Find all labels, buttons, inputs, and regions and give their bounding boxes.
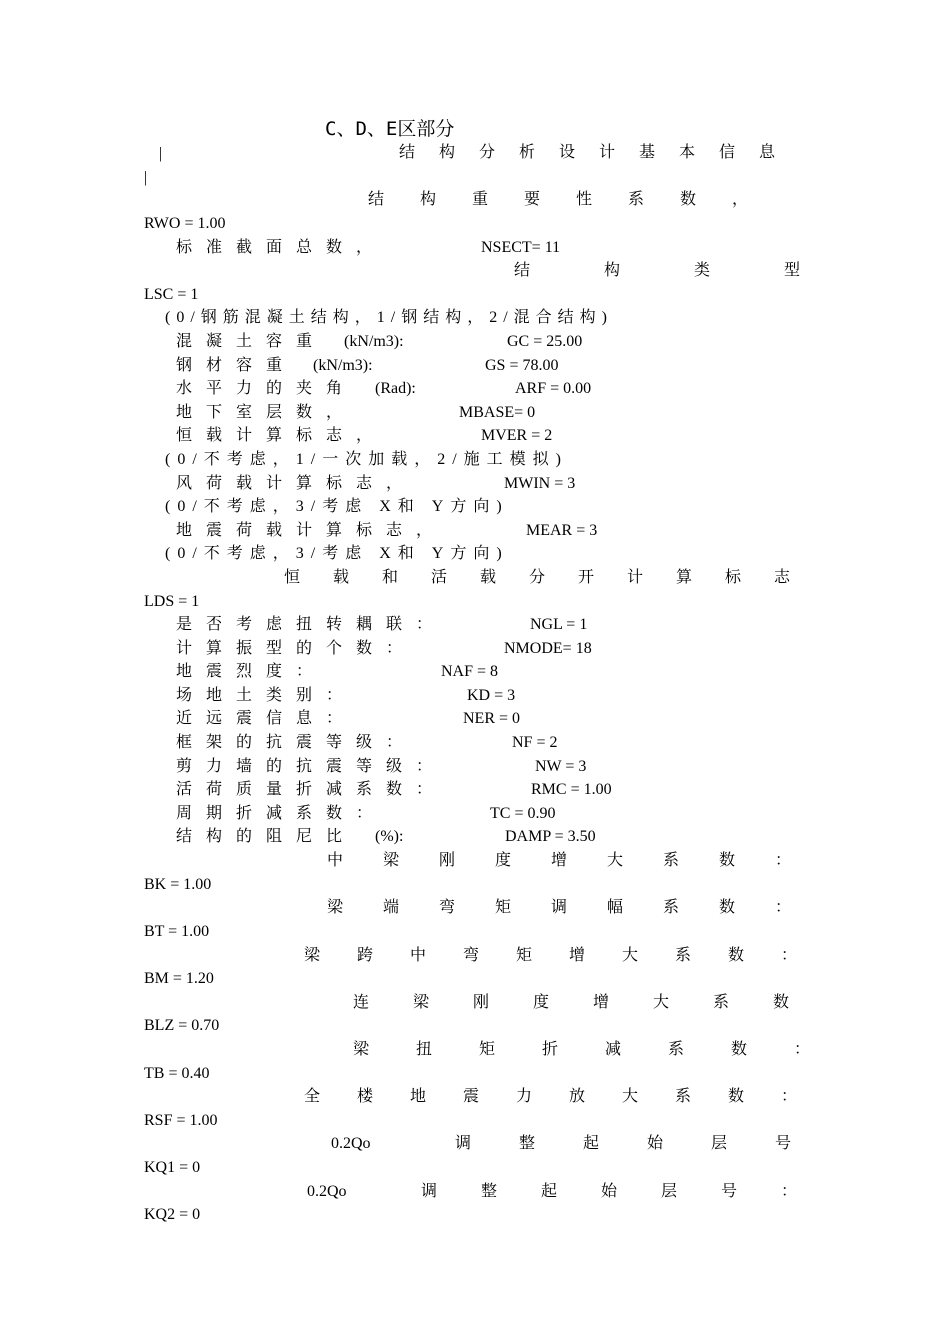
bm-value: BM = 1.20	[144, 970, 214, 987]
tb-value: TB = 0.40	[144, 1065, 210, 1082]
nf-value: NF = 2	[512, 734, 558, 751]
bt-label: 梁端弯矩调幅系数：	[327, 899, 832, 916]
naf-label: 地震烈度：	[176, 663, 327, 680]
tb-label: 梁扭矩折减系数：	[353, 1041, 858, 1058]
nsect-label: 标准截面总数，	[176, 239, 387, 256]
tc-label: 周期折减系数：	[176, 805, 387, 822]
lds-label: 恒载和活载分开计算标志	[284, 569, 824, 586]
lsc-note: (0/钢筋混凝土结构，1/钢结构，2/混合结构)	[165, 309, 613, 326]
arf-value: ARF = 0.00	[515, 380, 592, 397]
page-title: C、D、E区部分	[325, 118, 455, 140]
mwin-label: 风荷载计算标志，	[176, 475, 417, 492]
lds-value: LDS = 1	[144, 593, 200, 610]
header-bar-right: |	[144, 169, 148, 186]
header-bar-left: |	[159, 145, 163, 162]
rsf-value: RSF = 1.00	[144, 1112, 218, 1129]
bt-value: BT = 1.00	[144, 923, 210, 940]
bm-label: 梁跨中弯矩增大系数：	[304, 947, 835, 964]
bk-label: 中梁刚度增大系数：	[327, 852, 832, 869]
mear-value: MEAR = 3	[526, 522, 598, 539]
kq2-label: 调整起始层号：	[421, 1183, 842, 1200]
kq1-value: KQ1 = 0	[144, 1159, 201, 1176]
rwo-value: RWO = 1.00	[144, 215, 226, 232]
mbase-label: 地下室层数，	[176, 404, 357, 421]
naf-value: NAF = 8	[441, 663, 499, 680]
rsf-label: 全楼地震力放大系数：	[304, 1088, 835, 1105]
kd-value: KD = 3	[467, 687, 516, 704]
blz-label: 连梁刚度增大系数	[353, 994, 834, 1011]
gc-value: GC = 25.00	[507, 333, 583, 350]
rwo-label: 结构重要性系数，	[368, 191, 785, 208]
rmc-value: RMC = 1.00	[531, 781, 612, 798]
mver-label: 恒载计算标志，	[176, 427, 387, 444]
ngl-value: NGL = 1	[530, 616, 588, 633]
tc-value: TC = 0.90	[490, 805, 556, 822]
nsect-value: NSECT= 11	[481, 239, 561, 256]
mear-label: 地震荷载计算标志，	[176, 522, 447, 539]
mver-note: (0/不考虑，1/一次加载，2/施工模拟)	[165, 451, 568, 468]
lsc-label: 结构类型	[514, 262, 875, 279]
gc-unit: (kN/m3):	[344, 333, 404, 350]
kq1-prefix: 0.2Qo	[331, 1135, 371, 1152]
kq2-value: KQ2 = 0	[144, 1206, 201, 1223]
arf-label: 水平力的夹角	[176, 380, 357, 397]
rmc-label: 活荷质量折减系数：	[176, 781, 447, 798]
gc-label: 混凝土容重	[176, 333, 327, 350]
blz-value: BLZ = 0.70	[144, 1017, 220, 1034]
nmode-label: 计算振型的个数：	[176, 640, 417, 657]
nw-value: NW = 3	[535, 758, 587, 775]
nw-label: 剪力墙的抗震等级：	[176, 758, 447, 775]
gs-label: 钢材容重	[176, 357, 297, 374]
damp-unit: (%):	[375, 828, 404, 845]
ner-value: NER = 0	[463, 710, 521, 727]
mwin-note: (0/不考虑，3/考虑 X和 Y方向)	[165, 498, 509, 515]
mver-value: MVER = 2	[481, 427, 553, 444]
ngl-label: 是否考虑扭转耦联：	[176, 616, 447, 633]
kq2-prefix: 0.2Qo	[307, 1183, 347, 1200]
section-header: 结构分析设计基本信息	[399, 144, 800, 161]
bk-value: BK = 1.00	[144, 876, 212, 893]
gs-unit: (kN/m3):	[313, 357, 373, 374]
kq1-label: 调整起始层号	[455, 1135, 840, 1152]
arf-unit: (Rad):	[375, 380, 416, 397]
damp-value: DAMP = 3.50	[505, 828, 596, 845]
gs-value: GS = 78.00	[485, 357, 559, 374]
kd-label: 场地土类别：	[176, 687, 357, 704]
mear-note: (0/不考虑，3/考虑 X和 Y方向)	[165, 545, 509, 562]
damp-label: 结构的阻尼比	[176, 828, 357, 845]
ner-label: 近远震信息：	[176, 710, 357, 727]
nmode-value: NMODE= 18	[504, 640, 592, 657]
mbase-value: MBASE= 0	[459, 404, 536, 421]
mwin-value: MWIN = 3	[504, 475, 576, 492]
lsc-value: LSC = 1	[144, 286, 199, 303]
nf-label: 框架的抗震等级：	[176, 734, 417, 751]
